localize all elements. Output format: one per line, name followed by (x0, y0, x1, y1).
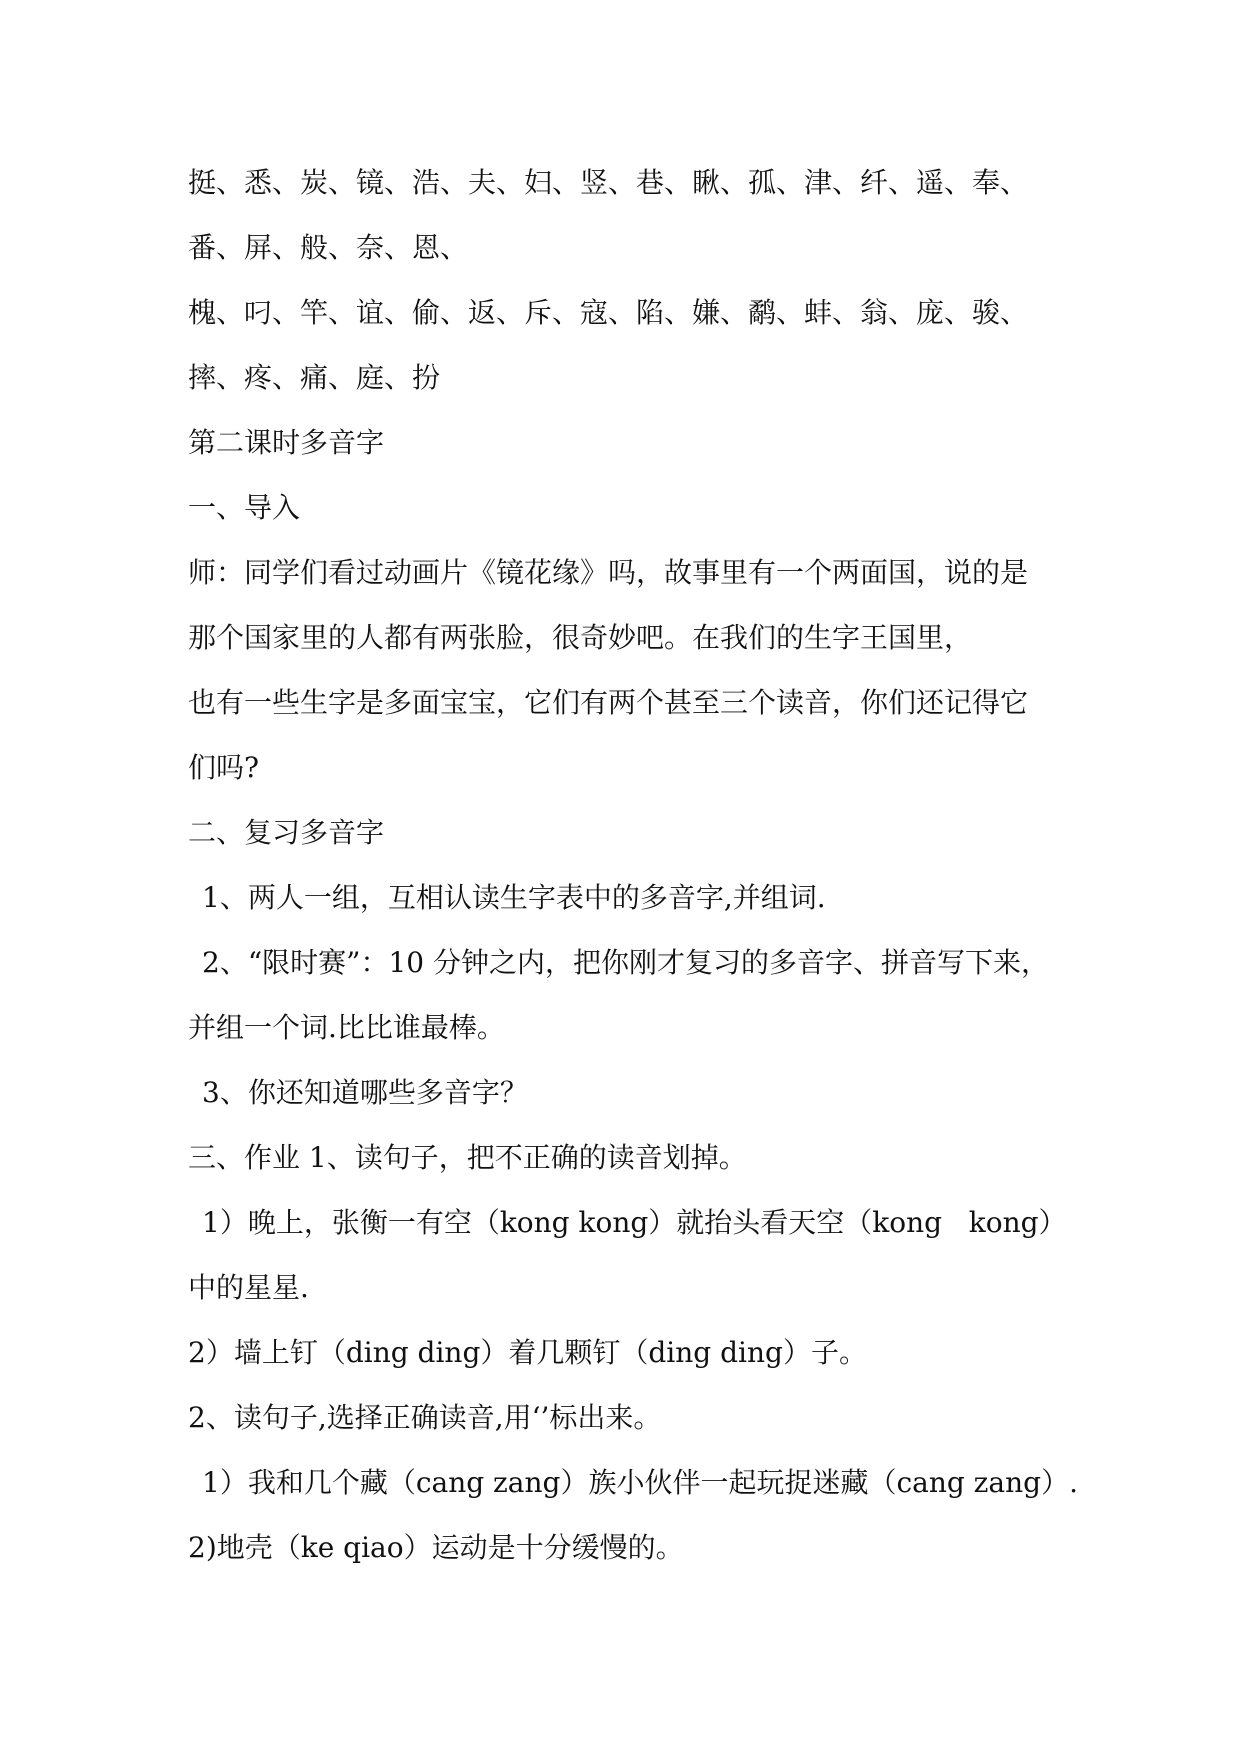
text-line: 槐、叼、竿、谊、偷、返、斥、寇、陷、嫌、鹬、蚌、翁、庞、骏、 (188, 296, 1029, 329)
text-line: 番、屏、般、奈、恩、 (188, 231, 469, 264)
document-body (188, 150, 1078, 1580)
lesson-heading: 第二课时多音字 (188, 426, 385, 459)
text-line: 挺、悉、炭、镜、浩、夫、妇、竖、巷、瞅、孤、津、纤、遥、奉、 (188, 166, 1029, 199)
list-item: 3、你还知道哪些多音字？ (202, 1076, 528, 1109)
text-line: 们吗? (188, 751, 260, 784)
exercise-heading: 2、读句子,选择正确读音,用‘’标出来。 (188, 1401, 662, 1434)
text-line: 并组一个词.比比谁最棒。 (188, 1011, 505, 1044)
list-item: 2、“限时赛”：10 分钟之内，把你刚才复习的多音字、拼音写下来， (202, 946, 1049, 979)
section-heading: 二、复习多音字 (188, 816, 385, 849)
text-line: 那个国家里的人都有两张脸，很奇妙吧。在我们的生字王国里， (188, 621, 973, 654)
exercise-item: 1）晚上，张衡一有空（kong kong）就抬头看天空（kong kong） (202, 1206, 1067, 1239)
list-item: 1、两人一组，互相认读生字表中的多音字,并组词. (202, 881, 826, 914)
section-heading: 三、作业 1、读句子，把不正确的读音划掉。 (188, 1141, 747, 1174)
text-line: 师：同学们看过动画片《镜花缘》吗，故事里有一个两面国，说的是 (188, 556, 1029, 589)
section-heading: 一、导入 (188, 491, 301, 524)
exercise-item: 1）我和几个藏（cang zang）族小伙伴一起玩捉迷藏（cang zang）. (202, 1466, 1078, 1499)
exercise-item: 2）墙上钉（ding ding）着几颗钉（ding ding）子。 (188, 1336, 867, 1369)
exercise-item: 2)地壳（ke qiao）运动是十分缓慢的。 (188, 1531, 684, 1564)
text-line: 摔、疼、痛、庭、扮 (188, 361, 441, 394)
text-line: 中的星星. (188, 1271, 309, 1304)
text-line: 也有一些生字是多面宝宝，它们有两个甚至三个读音，你们还记得它 (188, 686, 1029, 719)
